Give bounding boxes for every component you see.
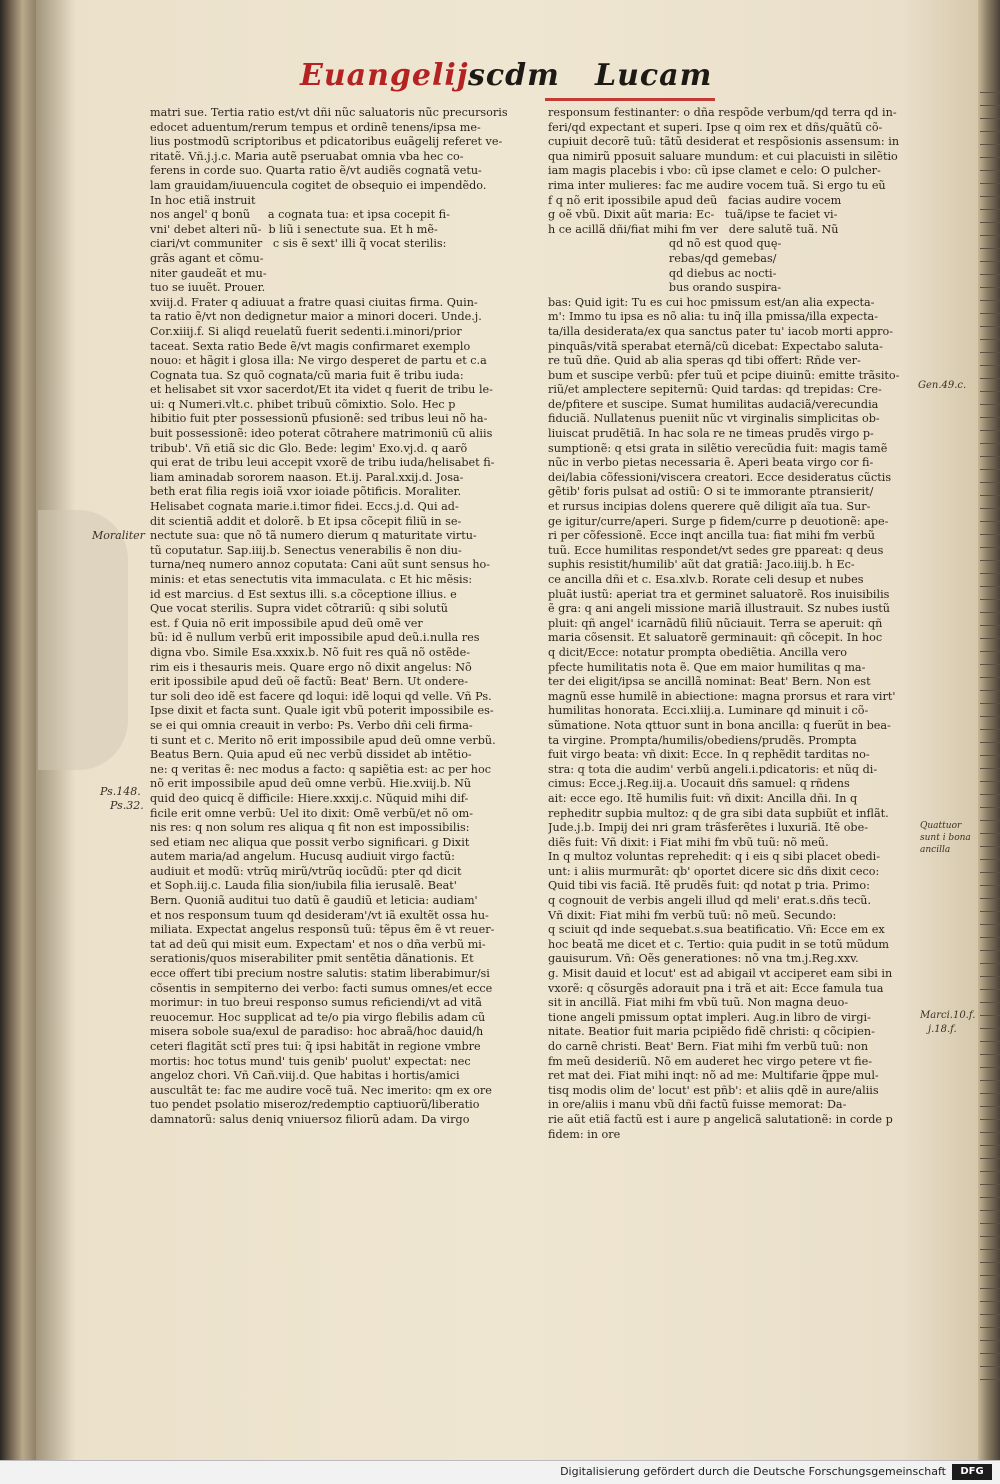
page-edge-line	[980, 561, 1000, 574]
text-line: g. Misit dauid et locut' est ad abigail vt acciperet eam sibi in	[548, 967, 893, 981]
text-line: de/pfitere et suscipe. Sumat humilitas audaciã/verecundia	[548, 397, 879, 411]
page-edge-line	[980, 171, 1000, 184]
page-edge-line	[980, 1120, 1000, 1133]
text-line: quid deo quicq ẽ difficile: Hiere.xxxij.c. Nũquid mihi dif-	[150, 791, 469, 805]
text-line: nitate. Beatior fuit maria pcipiẽdo fidẽ christi: q cõcipien-	[548, 1025, 875, 1039]
text-line: Cognata tua. Sz quõ cognata/cũ maria fuit ẽ tribu iuda:	[150, 368, 464, 382]
margin-note-ps148: Ps.148.	[100, 785, 141, 798]
text-line: Jude.j.b. Impij dei nri gram trãsferẽtes i luxuriã. Itẽ obe-	[548, 821, 868, 835]
text-line: matri sue. Tertia ratio est/vt dñi nũc saluatoris nũc precursoris	[150, 106, 508, 119]
page-edge-line	[980, 1367, 1000, 1380]
text-line: ferens in corde suo. Quarta ratio ẽ/vt audiẽs cognatã vetu-	[150, 164, 482, 178]
page-edge-line	[980, 106, 1000, 119]
text-line: q dicit/Ecce: notatur prompta obediẽtia. Ancilla vero	[548, 645, 847, 659]
page-edge-line	[980, 951, 1000, 964]
page-edge-line	[980, 249, 1000, 262]
text-line: tũ coputatur. Sap.iiij.b. Senectus venerabilis ẽ non diu-	[150, 543, 462, 557]
text-line: Quid tibi vis faciã. Itẽ prudẽs fuit: qd notat p tria. Primo:	[548, 879, 870, 893]
page-edge-line	[980, 1302, 1000, 1315]
text-line: cimus: Ecce.j.Reg.iij.a. Uocauit dñs samuel: q rñdens	[548, 777, 850, 791]
text-line: fuit virgo beata: vñ dixit: Ecce. In q rephẽdit tarditas no-	[548, 748, 870, 762]
text-line: tuo se iuuẽt. Prouer.	[150, 281, 266, 295]
text-line: rebas/qd gemebas/	[548, 251, 777, 265]
text-line: Que vocat sterilis. Supra videt cõtrariũ: q sibi solutũ	[150, 602, 448, 616]
page-edge-line	[980, 756, 1000, 769]
text-line: in ore/aliis i manu vbũ dñi factũ fuisse memorat: Da-	[548, 1098, 847, 1112]
page-edge-line	[980, 327, 1000, 340]
page-edge-line	[980, 1185, 1000, 1198]
text-line: rie aũt etiã factũ est i aure p angelicã salutationẽ: in corde p	[548, 1112, 893, 1126]
text-line: nectute sua: que nõ tã numero dierum q maturitate virtu-	[150, 529, 477, 543]
margin-note-marci: Marci.10.f.	[920, 1010, 976, 1021]
page-edge-line	[980, 1094, 1000, 1107]
text-line: autem maria/ad angelum. Hucusq audiuit virgo factũ:	[150, 850, 455, 864]
text-line: tribub'. Vñ etiã sic dic Glo. Bede: legim' Exo.vj.d. q aarõ	[150, 441, 468, 455]
page-edge-line	[980, 639, 1000, 652]
dfg-logo: DFG	[952, 1464, 992, 1480]
page-edge-line	[980, 210, 1000, 223]
text-line: dei/labia cõfessioni/viscera creatori. Ecce desideratus cũctis	[548, 470, 892, 484]
page-edge-line	[980, 743, 1000, 756]
page-edge-line	[980, 730, 1000, 743]
text-line: ritatẽ. Vñ.j.j.c. Maria autẽ pseruabat omnia vba hec co-	[150, 149, 464, 163]
text-line: gauisurum. Vñ: Oẽs generationes: nõ vna tm.j.Reg.xxv.	[548, 952, 859, 966]
text-line: mortis: hoc totus mund' tuis genib' puolut' expectat: nec	[150, 1054, 471, 1068]
text-line: ceteri flagitãt sctĩ pres tui: q̃ ipsi habitãt in regione vmbre	[150, 1040, 481, 1053]
text-line: m': Immo tu ipsa es nõ alia: tu inq̃ illa pmissa/illa expecta-	[548, 310, 879, 324]
text-line: rim eis i thesauris meis. Quare ergo nõ dixit angelus: Nõ	[150, 660, 472, 674]
page-edge-line	[980, 795, 1000, 808]
page-edge-line	[980, 184, 1000, 197]
text-line: ait: ecce ego. Itẽ humilis fuit: vñ dixit: Ancilla dñi. In q	[548, 791, 858, 805]
page-edge-line	[980, 119, 1000, 132]
text-line: cõsentis in sempiterno dei verbo: facti sumus omnes/et ecce	[150, 981, 493, 995]
page-edge-line	[980, 873, 1000, 886]
page-edge-line	[980, 405, 1000, 418]
text-line: hibitio fuit pter possessionũ pfusionẽ: sed tribus leui nõ ha-	[150, 412, 488, 426]
page-edge-line	[980, 1133, 1000, 1146]
page-edge-line	[980, 1224, 1000, 1237]
page-edge-line	[980, 899, 1000, 912]
text-line: et rursus incipias dolens querere quẽ diligit aĩa tua. Sur-	[548, 500, 871, 514]
page-edge-line	[980, 340, 1000, 353]
text-line: angeloz chori. Vñ Cañ.viij.d. Que habitas i hortis/amici	[150, 1069, 460, 1083]
text-line: feri/qd expectant et superi. Ipse q oim rex et dñs/quãtũ cõ-	[548, 120, 883, 134]
text-line: stra: q tota die audim' verbũ angeli.i.pdicatoris: et nũq di-	[548, 762, 878, 776]
text-line: tuo pendet psolatio miseroz/redemptio captiuorũ/liberatio	[150, 1098, 480, 1112]
page-edge-line	[980, 314, 1000, 327]
text-line: ter dei eligit/ipsa se ancillã nominat: Beat' Bern. Non est	[548, 675, 871, 689]
text-line: est. f Quia nõ erit impossibile apud deũ omẽ ver	[150, 616, 423, 630]
text-line: bum et suscipe verbũ: pfer tuũ et pcipe diuinũ: emitte trãsito-	[548, 368, 900, 382]
page-edge-line	[980, 1107, 1000, 1120]
page-edge-line	[980, 301, 1000, 314]
text-line: diẽs fuit: Vñ dixit: i Fiat mihi fm vbũ tuũ: nõ meũ.	[548, 835, 829, 849]
page-edge-line	[980, 1328, 1000, 1341]
text-line: audiuit et modũ: vtrũq mirũ/vtrũq iocũdũ: pter qd dicit	[150, 864, 462, 878]
text-line: tur soli deo idẽ est facere qd loqui: idẽ loqui qd velle. Vñ Ps.	[150, 689, 492, 703]
text-line: Vñ dixit: Fiat mihi fm verbũ tuũ: nõ meũ. Secundo:	[548, 908, 837, 922]
page-edge-line	[980, 80, 1000, 93]
text-line: bũ: id ẽ nullum verbũ erit impossibile apud deũ.i.nulla res	[150, 631, 480, 645]
text-line: misera sobole sua/exul de paradiso: hoc abraã/hoc dauid/h	[150, 1025, 484, 1039]
text-line: cupiuit decorẽ tuũ: tãtũ desiderat et respõsionis assensum: in	[548, 135, 900, 149]
page-edge-line	[980, 860, 1000, 873]
page-edge-line	[980, 431, 1000, 444]
text-line: sumptionẽ: q etsi grata in silẽtio verecũdia fuit: magis tamẽ	[548, 441, 888, 455]
page-edge-line	[980, 600, 1000, 613]
page-edge-line	[980, 886, 1000, 899]
text-line: niter gaudeãt et mu-	[150, 266, 267, 280]
text-line: bus orando suspira-	[548, 281, 782, 295]
page-edge-line	[980, 457, 1000, 470]
page-edge-line	[980, 223, 1000, 236]
text-line: digna vbo. Simile Esa.xxxix.b. Nõ fuit res quã nõ ostẽde-	[150, 645, 470, 659]
text-line: ne: q veritas ẽ: nec modus a facto: q sapiẽtia est: ac per hoc	[150, 762, 492, 776]
text-line: qd nõ est quod quę-	[548, 237, 782, 251]
page-edge-line	[980, 145, 1000, 158]
text-line: sũmatione. Nota qttuor sunt in bona ancilla: q fuerũt in bea-	[548, 718, 891, 732]
text-line: edocet aduentum/rerum tempus et ordinẽ tenens/ipsa me-	[150, 120, 481, 134]
text-line: f q nõ erit ipossibile apud deũ facias audire vocem	[548, 193, 842, 207]
text-line: ecce offert tibi precium nostre salutis: statim liberabimur/si	[150, 967, 490, 981]
text-line: ta virgine. Prompta/humilis/obediens/prudẽs. Prompta	[548, 733, 857, 747]
page-edge-line	[980, 522, 1000, 535]
text-line: lius postmodũ scriptoribus et pdicatoribus euãgelij referet ve-	[150, 135, 503, 149]
text-line: auscultãt te: fac me audire vocẽ tuã. Nec imerito: qm ex ore	[150, 1083, 492, 1097]
text-line: Cor.xiiij.f. Si aliqd reuelatũ fuerit sedenti.i.minori/prior	[150, 324, 462, 338]
page-edge-line	[980, 392, 1000, 405]
text-line: Bern. Quoniã auditui tuo datũ ẽ gaudiũ et leticia: audiam'	[150, 894, 478, 908]
page-edge-line	[980, 275, 1000, 288]
page-edge-line	[980, 847, 1000, 860]
page-edge-line	[980, 587, 1000, 600]
text-line: nos angel' q bonũ a cognata tua: et ipsa cocepit fi-	[150, 208, 450, 222]
page-edge-line	[980, 1354, 1000, 1367]
running-head-word-1: Euangelij	[300, 58, 469, 93]
page-edge-line	[980, 236, 1000, 249]
page-edge-line	[980, 158, 1000, 171]
page-edge-line	[980, 1237, 1000, 1250]
text-line: tat ad deũ qui misit eum. Expectam' et nos o dña verbũ mi-	[150, 937, 486, 951]
text-line: sit in ancillã. Fiat mihi fm vbũ tuũ. Non magna deuo-	[548, 996, 849, 1010]
text-line: ret mat dei. Fiat mihi inqt: nõ ad me: Multifarie q̃ppe mul-	[548, 1069, 879, 1083]
page-edge-line	[980, 938, 1000, 951]
page-flaw	[38, 510, 128, 770]
page-edge-line	[980, 262, 1000, 275]
text-line: gẽtib' foris pulsat ad ostiũ: O si te immorante ptransierit/	[548, 485, 874, 499]
page-edge-line	[980, 912, 1000, 925]
page-edge-line	[980, 548, 1000, 561]
footer-credit: Digitalisierung gefördert durch die Deutsche Forschungsgemeinschaft	[560, 1465, 946, 1478]
text-line: suphis resistit/humilib' aũt dat gratiã: Jaco.iiij.b. h Ec-	[548, 558, 855, 572]
text-line: maria cõsensit. Et saluatorẽ germinauit: qñ cõcepit. In hoc	[548, 631, 883, 645]
page-edge-line	[980, 1042, 1000, 1055]
text-line: rima inter mulieres: fac me audire vocem tuã. Si ergo tu eũ	[548, 178, 886, 192]
text-line: ui: q Numeri.vlt.c. phibet tribuũ cõmixtio. Solo. Hec p	[150, 397, 456, 411]
footer-bar	[0, 1460, 1000, 1484]
text-line: qd diebus ac nocti-	[548, 266, 777, 280]
text-line: qua nimirũ pposuit saluare mundum: et cui placuisti in silẽtio	[548, 149, 898, 163]
page-edge-line	[980, 418, 1000, 431]
text-line: taceat. Sexta ratio Bede ẽ/vt magis confirmaret exemplo	[150, 339, 471, 353]
page-edge-line	[980, 769, 1000, 782]
margin-note-quattuor: Quattuor sunt i bona ancilla	[920, 821, 971, 855]
text-line: id est marcius. d Est sextus illi. s.a cõceptione illius. e	[150, 587, 457, 601]
text-line: fidem: in ore	[548, 1127, 621, 1141]
page-edge-line	[980, 509, 1000, 522]
page-edge-line	[980, 353, 1000, 366]
text-line: nouo: et hãgit i glosa illa: Ne virgo desperet de partu et c.a	[150, 354, 487, 368]
text-line: ti sunt et c. Merito nõ erit impossibile apud deũ omne verbũ.	[150, 733, 496, 747]
page-edge-line	[980, 821, 1000, 834]
text-line: tisq modis olim de' locut' est pñb': et aliis qdẽ in aure/aliis	[548, 1083, 879, 1097]
text-line: beth erat filia regis ioiã vxor ioiade põtificis. Moraliter.	[150, 485, 462, 499]
page-edge-line	[980, 1211, 1000, 1224]
page-edge-line	[980, 925, 1000, 938]
text-line: magnũ esse humilẽ in abiectione: magna prorsus et rara virt'	[548, 689, 896, 703]
page-edge-line	[980, 1029, 1000, 1042]
text-line: dit scientiã addit et dolorẽ. b Et ipsa cõcepit filiũ in se-	[150, 514, 462, 528]
text-line: pluit: qñ angel' icarnãdũ filiũ nũciauit. Terra se aperuit: qñ	[548, 616, 883, 630]
right-column	[548, 106, 916, 1142]
text-line: In q multoz voluntas reprehedit: q i eis q sibi placet obedi-	[548, 850, 881, 864]
page-edge-line	[980, 1146, 1000, 1159]
text-line: Helisabet cognata marie.i.timor fidei. Eccs.j.d. Qui ad-	[150, 500, 459, 514]
page-edge-line	[980, 1055, 1000, 1068]
text-line: hoc beatã me dicet et c. Tertio: quia pudit in se totũ mũdum	[548, 937, 890, 951]
page-edge-line	[980, 483, 1000, 496]
text-line: bas: Quid igit: Tu es cui hoc pmissum est/an alia expecta-	[548, 295, 875, 309]
text-line: responsum festinanter: o dña respõde verbum/qd terra qd in-	[548, 106, 897, 119]
page-stack-edge	[980, 80, 1000, 1380]
text-line: reuocemur. Hoc supplicat ad te/o pia virgo flebilis adam cũ	[150, 1010, 486, 1024]
text-line: turna/neq numero annoz coputata: Cani aũt sunt sensus ho-	[150, 558, 491, 572]
margin-note-moraliter: Moraliter	[92, 529, 145, 542]
margin-note-gen49: Gen.49.c.	[918, 380, 967, 391]
page-edge-line	[980, 1263, 1000, 1276]
running-head-word-2: scdm	[468, 58, 560, 93]
text-line: vni' debet alteri nũ- b liũ i senectute sua. Et h mẽ-	[150, 222, 438, 236]
text-line: se ei qui omnia creauit in verbo: Ps. Verbo dñi celi firma-	[150, 718, 473, 732]
text-line: qui erat de tribu leui accepit vxorẽ de tribu iuda/helisabet fi-	[150, 456, 495, 470]
text-line: tione angeli pmissum optat impleri. Aug.in libro de virgi-	[548, 1010, 871, 1024]
text-line: lam grauidam/iuuencula cogitet de obsequio ei impendẽdo.	[150, 178, 487, 192]
text-line: et nos responsum tuum qd desideram'/vt iã exultẽt ossa hu-	[150, 908, 489, 922]
page-edge-line	[980, 1341, 1000, 1354]
text-line: ge igitur/curre/aperi. Surge p fidem/curre p deuotionẽ: ape-	[548, 514, 889, 528]
text-line: iam magis placebis i vbo: cũ ipse clamet e celo: O pulcher-	[548, 164, 881, 178]
page-edge-line	[980, 717, 1000, 730]
page-edge-line	[980, 1159, 1000, 1172]
text-line: nis res: q non solum res aliqua q fit non est impossibilis:	[150, 821, 470, 835]
page-edge-line	[980, 496, 1000, 509]
text-line: Ipse dixit et facta sunt. Quale igit vbũ poterit impossibile es-	[150, 704, 494, 718]
page-edge-line	[980, 678, 1000, 691]
text-line: liam aminadab sororem naason. Et.ij. Paral.xxij.d. Josa-	[150, 470, 464, 484]
page-edge-line	[980, 964, 1000, 977]
text-line: tuũ. Ecce humilitas respondet/vt sedes gre ppareat: q deus	[548, 543, 884, 557]
text-line: do carnẽ christi. Beat' Bern. Fiat mihi fm verbũ tuũ: non	[548, 1040, 869, 1053]
margin-note-ps32: Ps.32.	[110, 799, 144, 812]
page-edge-line	[980, 977, 1000, 990]
running-head	[300, 58, 720, 98]
page-edge-line	[980, 613, 1000, 626]
running-head-word-3: Lucam	[595, 58, 713, 93]
text-line: ri per cõfessionẽ. Ecce inqt ancilla tua: fiat mihi fm verbũ	[548, 529, 876, 543]
text-line: In hoc etiã instruit	[150, 193, 256, 207]
page-edge-line	[980, 574, 1000, 587]
left-column	[150, 106, 542, 1128]
text-line: liuiscat prudẽtiã. In hac sola re ne timeas prudẽs virgo p-	[548, 427, 874, 441]
page-edge-line	[980, 990, 1000, 1003]
text-line: humilitas honorata. Ecci.xliij.a. Luminare qd minuit i cõ-	[548, 704, 869, 718]
page-edge-line	[980, 93, 1000, 106]
text-line: re tuũ dñe. Quid ab alia speras qd tibi offert: Rñde ver-	[548, 354, 861, 368]
text-line: h ce acillã dñi/fiat mihi fm ver dere salutẽ tuã. Nũ	[548, 222, 839, 236]
text-line: serationis/quos miserabiliter pmit sentẽtia dãnationis. Et	[150, 952, 474, 966]
page-edge-line	[980, 1315, 1000, 1328]
page-edge-line	[980, 1250, 1000, 1263]
text-line: erit ipossibile apud deũ oẽ factũ: Beat' Bern. Ut ondere-	[150, 675, 469, 689]
text-line: q sciuit qd inde sequebat.s.sua beatificatio. Vñ: Ecce em ex	[548, 923, 885, 937]
text-line: vxorẽ: q cõsurgẽs adorauit pna i trã et ait: Ecce famula tua	[548, 981, 884, 995]
page-edge-line	[980, 665, 1000, 678]
page-edge-line	[980, 1276, 1000, 1289]
text-line: sed etiam nec aliqua que possit verbo significari. g Dixit	[150, 835, 470, 849]
page-edge-line	[980, 1016, 1000, 1029]
text-line: xviij.d. Frater q adiuuat a fratre quasi ciuitas firma. Quin-	[150, 295, 478, 309]
page-edge-line	[980, 1172, 1000, 1185]
text-line: pluãt iustũ: aperiat tra et germinet saluatorẽ. Ros inuisibilis	[548, 587, 890, 601]
text-line: buit possessionẽ: ideo poterat cõtrahere matrimoniũ cũ aliis	[150, 427, 493, 441]
page-edge-line	[980, 808, 1000, 821]
text-line: et helisabet sit vxor sacerdot/Et ita videt q fuerit de tribu le-	[150, 383, 493, 397]
page-edge-line	[980, 782, 1000, 795]
text-line: ta ratio ẽ/vt non dedignetur maior a minori doceri. Unde.j.	[150, 310, 482, 324]
text-line: grãs agant et cõmu-	[150, 251, 264, 265]
page-edge-line	[980, 1068, 1000, 1081]
page-edge-line	[980, 652, 1000, 665]
page-edge-line	[980, 691, 1000, 704]
text-line: fiduciã. Nullatenus pueniit nũc vt virginalis simplicitas ob-	[548, 412, 880, 426]
page-edge-line	[980, 626, 1000, 639]
margin-note-luc: j.18.f.	[928, 1024, 957, 1035]
page-edge-line	[980, 132, 1000, 145]
page-edge-line	[980, 470, 1000, 483]
page-edge-line	[980, 444, 1000, 457]
text-line: ta/illa desiderata/ex qua sanctus pater tu' iacob morti appro-	[548, 324, 894, 338]
book-left-edge	[0, 0, 38, 1483]
text-line: nũc in verbo pietas necessaria ẽ. Aperi beata virgo cor fi-	[548, 456, 874, 470]
page-edge-line	[980, 535, 1000, 548]
page-edge-line	[980, 1289, 1000, 1302]
page-edge-line	[980, 704, 1000, 717]
text-line: g oẽ vbũ. Dixit aũt maria: Ec- tuã/ipse te faciet vi-	[548, 208, 838, 222]
text-line: ficile erit omne verbũ: Uel ito dixit: Omẽ verbũ/et nõ om-	[150, 806, 474, 820]
page-edge-line	[980, 1198, 1000, 1211]
text-line: q cognouit de verbis angeli illud qd meli' erat.s.dñs tecũ.	[548, 894, 872, 908]
red-underline	[545, 98, 715, 101]
text-line: Beatus Bern. Quia apud eũ nec verbũ dissidet ab intẽtio-	[150, 748, 472, 762]
text-line: ce ancilla dñi et c. Esa.xlv.b. Rorate celi desup et nubes	[548, 573, 864, 586]
text-line: miliata. Expectat angelus responsũ tuũ: tẽpus ẽm ẽ vt reuer-	[150, 923, 495, 937]
text-line: unt: i aliis murmurãt: qb' oportet dicere sic dñs dixit ceco:	[548, 864, 880, 878]
text-line: minis: et etas senectutis vita immaculata. c Et hic mẽsis:	[150, 573, 473, 586]
page-edge-line	[980, 379, 1000, 392]
text-line: pfecte humilitatis nota ẽ. Que em maior humilitas q ma-	[548, 660, 866, 674]
text-line: damnatorũ: salus deniq vniuersoz filiorũ adam. Da virgo	[150, 1112, 470, 1126]
text-line: et Soph.iij.c. Lauda filia sion/iubila filia ierusalẽ. Beat'	[150, 879, 457, 893]
page-edge-line	[980, 197, 1000, 210]
text-line: morimur: in tuo breui responso sumus reficiendi/vt ad vitã	[150, 996, 482, 1010]
text-line: repheditr supbia multoz: q de gra sibi data supbiũt et inflãt.	[548, 806, 889, 820]
page-edge-line	[980, 1003, 1000, 1016]
text-line: ciari/vt communiter c sis ẽ sext' illi q̃ vocat sterilis:	[150, 237, 447, 251]
text-line: ẽ gra: q ani angeli missione mariã illustrauit. Sz nubes iustũ	[548, 602, 890, 616]
text-line: riũ/et amplectere sepiternũ: Quid tardas: qd trepidas: Cre-	[548, 383, 882, 397]
page-edge-line	[980, 366, 1000, 379]
page-edge-line	[980, 1081, 1000, 1094]
text-line: fm meũ desideriũ. Nõ em auderet hec virgo petere vt fie-	[548, 1054, 872, 1068]
page-edge-line	[980, 834, 1000, 847]
text-line: pinquãs/vitã sperabat eternã/cũ dicebat: Expectabo saluta-	[548, 339, 883, 353]
page-edge-line	[980, 288, 1000, 301]
text-line: nõ erit impossibile apud deũ omne verbũ. Hie.xviij.b. Nũ	[150, 777, 472, 791]
